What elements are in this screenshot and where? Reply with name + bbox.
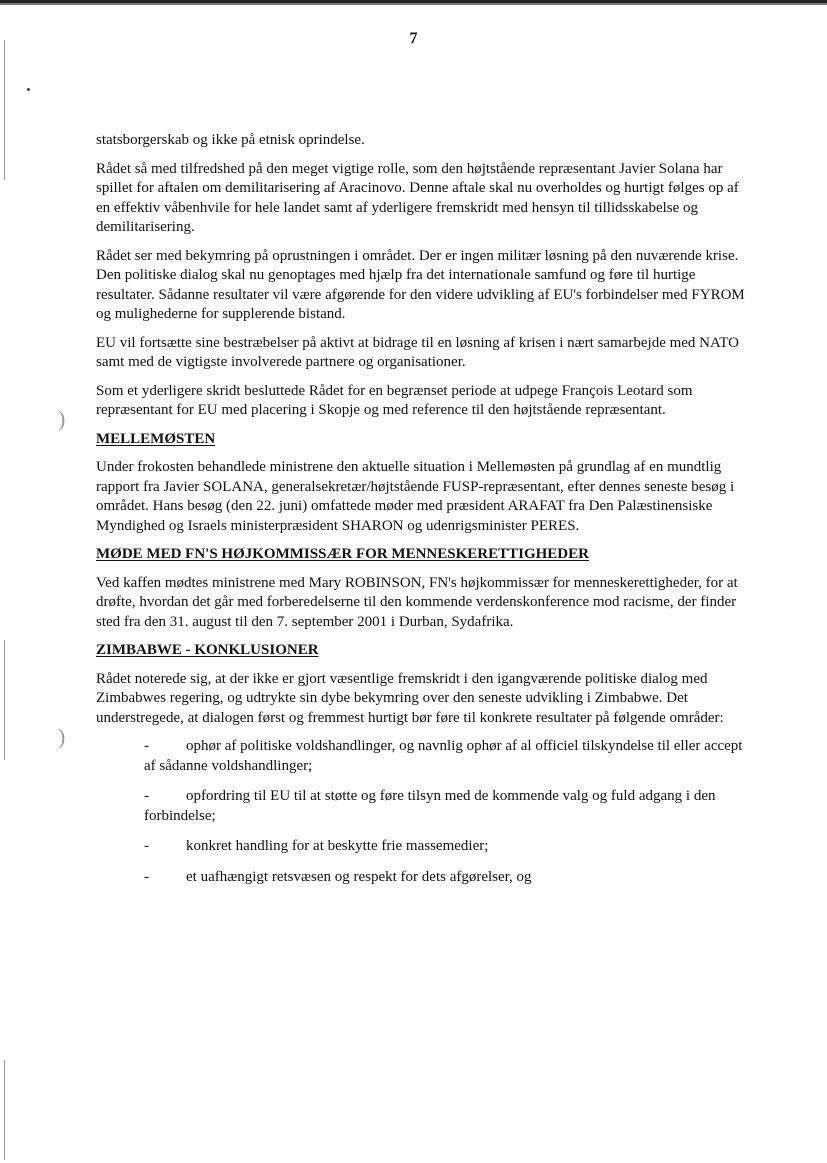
paragraph: Som et yderligere skridt besluttede Rådet for en begrænset periode at udpege François Leotard som repræsentant for EU med placering i Skopje og med reference til den højtstående repræsentant. <box>96 382 693 418</box>
scan-bracket-mark: ) <box>58 724 66 749</box>
paragraph: Ved kaffen mødtes ministrene med Mary ROBINSON, FN's højkommissær for menneskerettigheder, for at drøfte, hvordan det går med forberedelserne til den kommende verdenskonference mod racisme, der finder sted fra den 31. august til den 7. september 2001 i Durban, Sydafrika. <box>96 574 738 630</box>
left-scan-edge <box>4 640 5 760</box>
bullet-dash: - <box>144 868 149 885</box>
document-body <box>96 131 756 898</box>
paragraph: Rådet ser med bekymring på oprustningen i området. Der er ingen militær løsning på den nuværende krise. Den politiske dialog skal nu genoptages med hjælp fra det internationale samfund og føre til hurtige resultater. Sådanne resultater vil være afgørende for den videre udvikling af EU's forbindelser med FYROM og mulighederne for supplerende bistand. <box>96 247 745 322</box>
paragraph: Under frokosten behandlede ministrene den aktuelle situation i Mellemøsten på grundlag af en mundtlig rapport fra Javier SOLANA, generalsekretær/højtstående FUSP-repræsentant, efter dennes seneste besøg i området. Hans besøg (den 22. juni) omfattede møder med præsident ARAFAT fra Den Palæstinensiske Myndighed og Israels ministerpræsident SHARON og udenrigsminister PERES. <box>96 459 735 534</box>
section-heading-mellemosten: MELLEMØSTEN <box>96 430 216 447</box>
list-item-text: konkret handling for at beskytte frie massemedier; <box>186 838 489 854</box>
bullet-dash: - <box>144 838 149 854</box>
bullet-dash: - <box>144 788 149 804</box>
bullet-list <box>96 737 756 887</box>
list-item-text: opfordring til EU til at støtte og føre tilsyn med de kommende valg og fuld adgang i den forbindelse; <box>144 788 716 824</box>
section-heading-fn: MØDE MED FN'S HØJKOMMISSÆR FOR MENNESKERETTIGHEDER <box>96 546 589 562</box>
page-number: 7 <box>409 30 418 47</box>
scan-bracket-mark: ) <box>58 406 66 431</box>
scan-dot <box>27 88 30 91</box>
list-item <box>144 787 756 826</box>
paragraph: Rådet noterede sig, at der ikke er gjort væsentlige fremskridt i den igangværende politiske dialog med Zimbabwes regering, og udtrykte sin dybe bekymring over den seneste udvikling i Zimbabwe. Det understregede, at dialogen først og fremmest hurtigt bør føre til konkrete resultater på følgende områder: <box>96 670 724 726</box>
left-scan-edge <box>4 40 5 180</box>
left-scan-edge <box>4 1060 5 1160</box>
list-item <box>144 737 756 776</box>
paragraph: EU vil fortsætte sine bestræbelser på aktivt at bidrage til en løsning af krisen i nært samarbejde med NATO samt med de vigtigste involverede partnere og organisationer. <box>96 334 739 370</box>
top-scan-rule <box>0 0 827 5</box>
list-item <box>144 868 756 888</box>
paragraph: Rådet så med tilfredshed på den meget vigtige rolle, som den højtstående repræsentant Javier Solana har spillet for aftalen om demilitarisering af Aracinovo. Denne aftale skal nu overholdes og hurtigt følges op af en effektiv våbenhvile for hele landet samt af yderligere fremskridt med hensyn til tillidsskabelse og demilitarisering. <box>96 160 739 235</box>
list-item-text: et uafhængigt retsvæsen og respekt for dets afgørelser, og <box>186 868 532 885</box>
paragraph: statsborgerskab og ikke på etnisk oprindelse. <box>96 132 365 148</box>
section-heading-zimbabwe: ZIMBABWE - KONKLUSIONER <box>96 642 319 658</box>
bullet-dash: - <box>144 738 149 754</box>
list-item-text: ophør af politiske voldshandlinger, og navnlig ophør af al officiel tilskyndelse til eller accept af sådanne voldshandlinger; <box>144 738 743 774</box>
list-item <box>144 837 756 857</box>
